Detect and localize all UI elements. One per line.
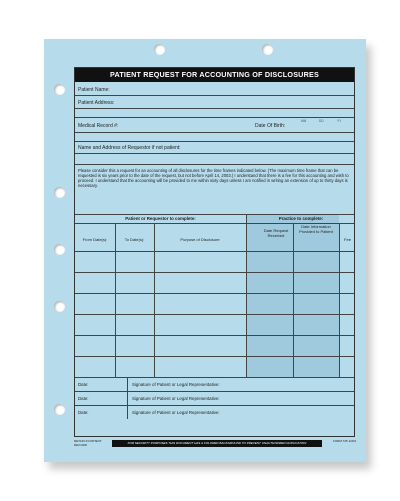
form-footer xyxy=(74,439,355,449)
dob-month-hint: MM xyxy=(301,119,307,123)
form-number: FORM 725 12/03 xyxy=(332,439,356,443)
dob-day-hint: DD xyxy=(319,119,324,123)
request-paragraph: Please consider this a request for an accounting of all disclosures for the time frames indicated below. (The maximum time frame that can be requested is six years prior to the date of the request, but not before April 14, 2003.) I understand that there is a fee for this accounting and wish to proceed. I understand that the accounting will be provided to me within sixty days unless I am notified in writing an extension of up to thirty days is necessary. xyxy=(78,168,349,189)
signature-row[interactable] xyxy=(75,391,354,405)
date-provided-header: Date Information Provided to Patient xyxy=(299,224,333,234)
patient-name-row[interactable] xyxy=(75,82,354,96)
medical-record-label: Medical Record #: xyxy=(78,123,119,129)
dob-label: Date Of Birth: xyxy=(255,123,286,129)
requestor-label: Name and Address of Requestor if not patient: xyxy=(78,145,181,151)
to-date-header: To Date(s): xyxy=(124,237,145,242)
signature-label: Signature of Patient or Legal Representative: xyxy=(132,382,220,387)
patient-address-row[interactable] xyxy=(75,96,354,109)
signature-label: Signature of Patient or Legal Representative: xyxy=(132,396,220,401)
binder-hole xyxy=(262,44,273,55)
purpose-header: Purpose of Disclosure xyxy=(180,237,220,242)
security-notice-bar: FOR SECURITY PURPOSES THIS DOCUMENT HAS A COLORED BACKGROUND TO PREVENT UNAUTHORIZED DUPLICATION xyxy=(112,440,322,447)
blank-row[interactable] xyxy=(75,133,354,142)
binder-hole xyxy=(54,187,65,198)
footer-left-text: RETAIN IN PATIENT RECORD xyxy=(74,439,102,447)
blank-address-row[interactable] xyxy=(75,109,354,118)
binder-hole xyxy=(154,44,165,55)
signature-label: Signature of Patient or Legal Representative: xyxy=(132,410,220,415)
practice-group-header: Practice to complete: xyxy=(278,216,324,221)
disclosure-form xyxy=(74,67,355,437)
binder-hole xyxy=(54,404,65,415)
patient-address-label: Patient Address: xyxy=(78,100,115,106)
form-sheet xyxy=(44,39,366,462)
date-label: Date: xyxy=(78,382,89,387)
binder-hole xyxy=(54,244,65,255)
date-label: Date: xyxy=(78,410,89,415)
from-date-header: From Date(s): xyxy=(82,237,108,242)
dob-year-hint: YY xyxy=(337,119,342,123)
medical-record-row[interactable] xyxy=(75,118,354,133)
binder-hole xyxy=(54,301,65,312)
date-received-header: Date Request Received xyxy=(263,228,289,238)
binder-hole xyxy=(54,84,65,95)
fee-header: Fee xyxy=(344,237,351,242)
requestor-blank-row[interactable] xyxy=(75,154,354,165)
disclosure-table xyxy=(75,214,354,377)
date-label: Date: xyxy=(78,396,89,401)
form-title: PATIENT REQUEST FOR ACCOUNTING OF DISCLOSURES xyxy=(75,68,354,82)
requestor-row[interactable] xyxy=(75,142,354,154)
signature-row[interactable] xyxy=(75,377,354,391)
signature-row[interactable] xyxy=(75,405,354,419)
patient-group-header: Patient or Requestor to complete: xyxy=(125,216,196,221)
patient-name-label: Patient Name: xyxy=(78,87,110,93)
